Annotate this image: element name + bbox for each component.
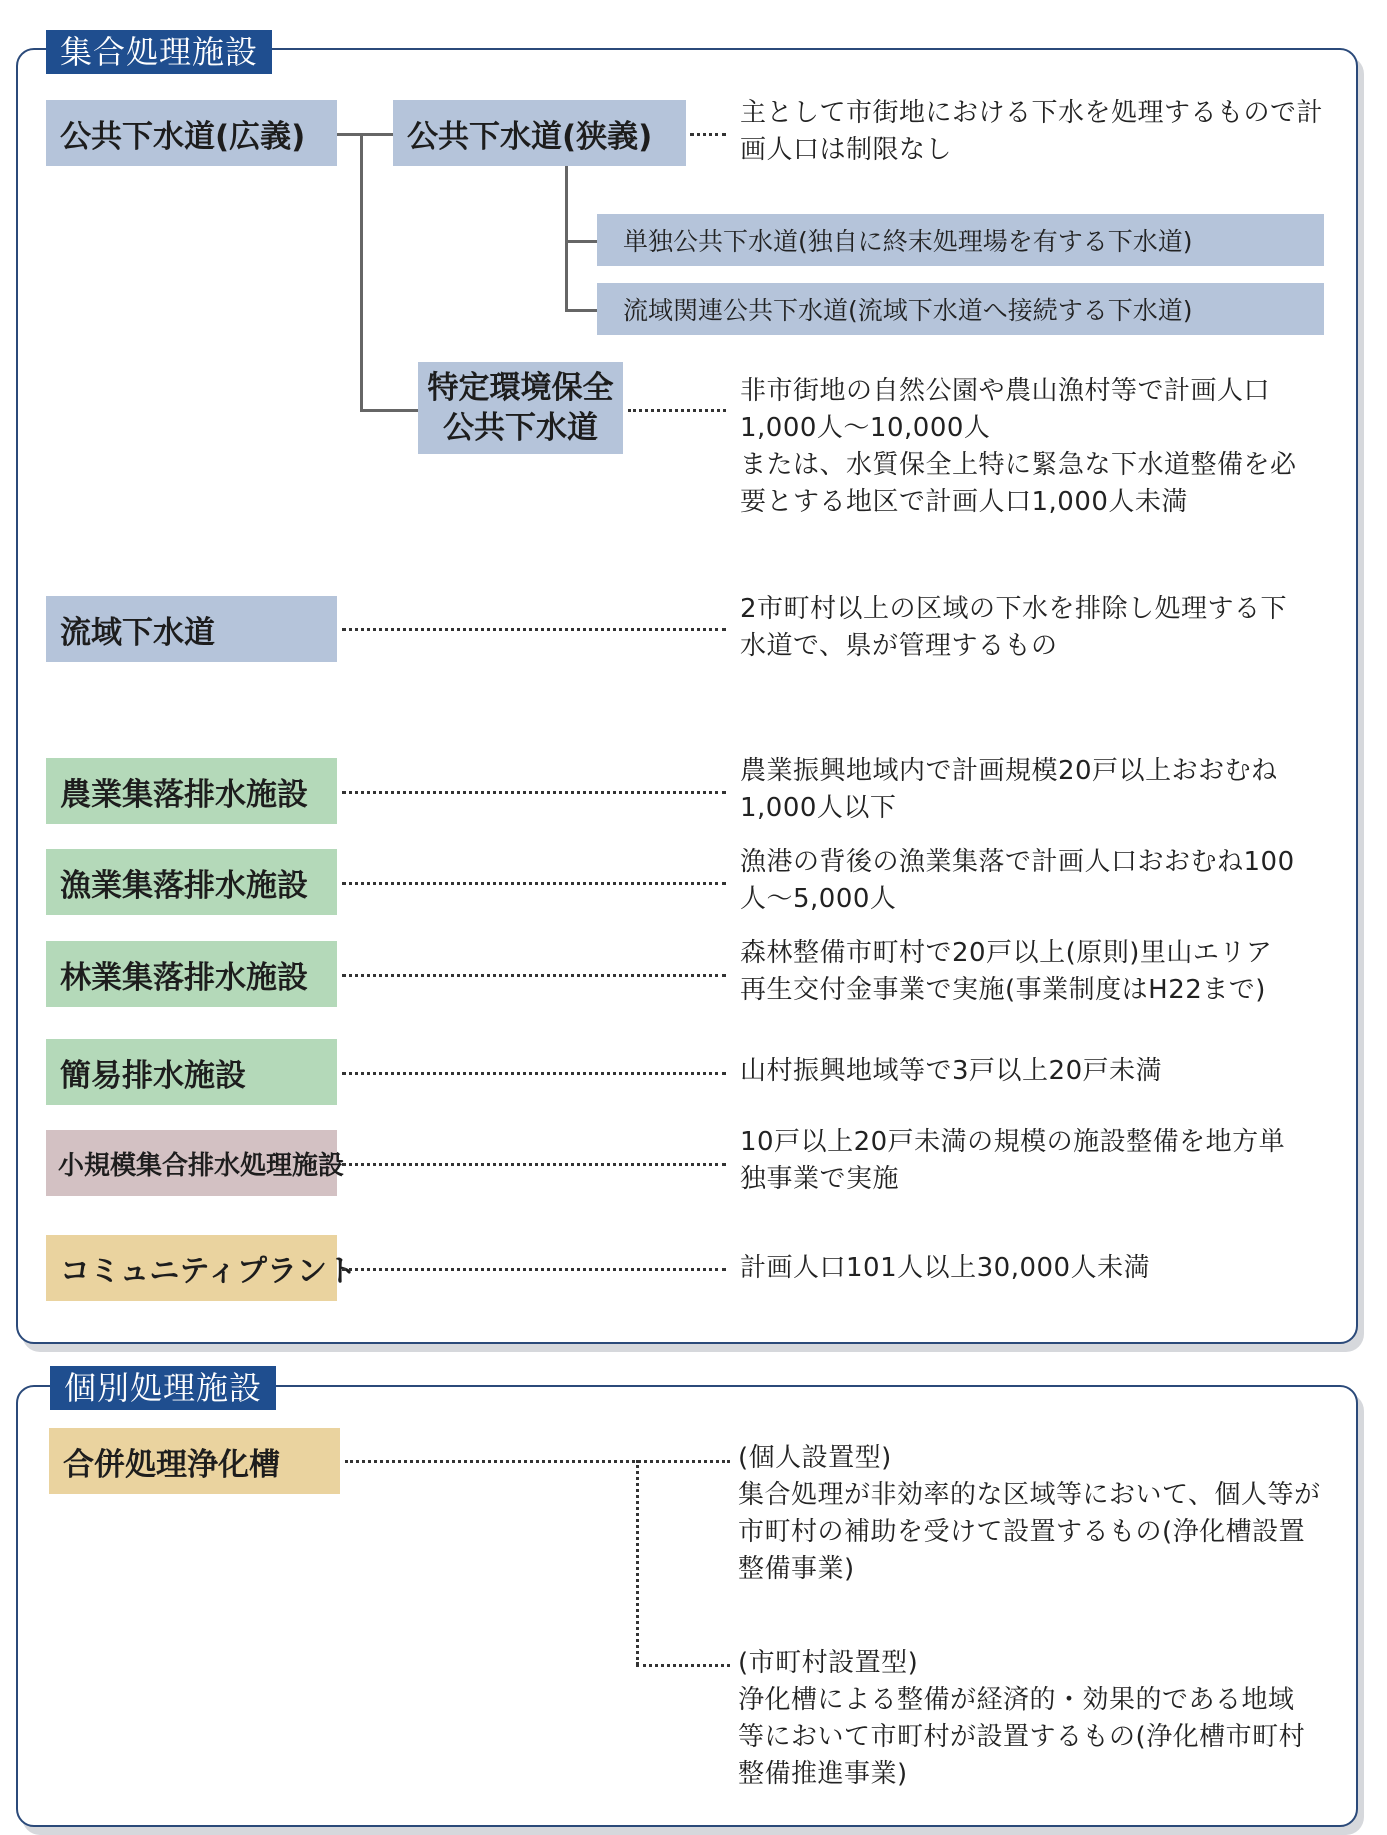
personal-type-desc: (個人設置型) 集合処理が非効率的な区域等において、個人等が 市町村の補助を受けて設置するもの(浄化槽設置 整備事業) <box>738 1443 1321 1584</box>
basin-sewer-box <box>46 596 337 662</box>
public-narrow-dots <box>690 133 726 136</box>
connector-to-specific <box>360 409 418 412</box>
municipal-branch-dots <box>636 1664 730 1667</box>
public-sewer-narrow-label: 公共下水道(狭義) <box>407 118 653 155</box>
public-narrow-desc: 主として市街地における下水を処理するもので計 画人口は制限なし <box>740 98 1324 165</box>
community-plant-box <box>46 1235 357 1301</box>
connector-to-basin-related <box>565 309 597 312</box>
connector-narrow-vertical <box>565 165 568 311</box>
community-plant-label: コミュニティプラント <box>60 1254 357 1289</box>
fishery-drainage-desc: 漁港の背後の漁業集落で計画人口おおむね100 人〜5,000人 <box>740 847 1295 914</box>
fishery-drainage-label: 漁業集落排水施設 <box>60 867 308 904</box>
connector-broad-vertical <box>360 133 363 410</box>
specific-env-line2: 公共下水道 <box>443 410 598 446</box>
forestry-drainage-box <box>46 941 337 1007</box>
small-collective-drainage-label: 小規模集合排水処理施設 <box>58 1150 345 1181</box>
fishery-drainage-dots <box>342 882 726 885</box>
septic-tank-dots <box>345 1460 730 1463</box>
specific-env-sewer-box <box>418 362 623 454</box>
agricultural-drainage-label: 農業集落排水施設 <box>60 776 308 813</box>
forestry-drainage-desc: 森林整備市町村で20戸以上(原則)里山エリア 再生交付金事業で実施(事業制度はH22まで) <box>740 938 1273 1005</box>
community-plant-desc: 計画人口101人以上30,000人未満 <box>740 1253 1151 1283</box>
simple-drainage-box <box>46 1039 337 1105</box>
connector-to-single <box>565 240 597 243</box>
public-sewer-broad-label: 公共下水道(広義) <box>60 118 306 155</box>
municipal-type-desc: (市町村設置型) 浄化槽による整備が経済的・効果的である地域 等において市町村が設置するもの(浄化槽市町村 整備推進事業) <box>738 1648 1306 1789</box>
basin-sewer-desc: 2市町村以上の区域の下水を排除し処理する下 水道で、県が管理するもの <box>740 594 1288 661</box>
small-collective-drainage-box <box>46 1130 345 1196</box>
basin-related-sewer-label: 流域関連公共下水道(流域下水道へ接続する下水道) <box>623 296 1193 325</box>
small-collective-drainage-dots <box>342 1163 726 1166</box>
basin-sewer-dots <box>342 628 726 631</box>
single-public-sewer-label: 単独公共下水道(独自に終末処理場を有する下水道) <box>623 227 1193 256</box>
basin-related-sewer-box <box>597 283 1324 335</box>
public-sewer-broad-box <box>46 100 337 166</box>
single-public-sewer-box <box>597 214 1324 266</box>
simple-drainage-dots <box>342 1072 726 1075</box>
specific-env-line1: 特定環境保全 <box>427 370 614 406</box>
simple-drainage-desc: 山村振興地域等で3戸以上20戸未満 <box>740 1056 1163 1086</box>
fishery-drainage-box <box>46 849 337 915</box>
agricultural-drainage-desc: 農業振興地域内で計画規模20戸以上おおむね 1,000人以下 <box>740 756 1278 823</box>
agricultural-drainage-dots <box>342 791 726 794</box>
septic-tank-label: 合併処理浄化槽 <box>63 1446 280 1483</box>
public-sewer-narrow-box <box>393 100 686 166</box>
specific-env-dots <box>628 409 726 412</box>
agricultural-drainage-box <box>46 758 337 824</box>
basin-sewer-label: 流域下水道 <box>60 614 215 651</box>
forestry-drainage-dots <box>342 974 726 977</box>
small-collective-drainage-desc: 10戸以上20戸未満の規模の施設整備を地方単 独事業で実施 <box>740 1127 1286 1194</box>
individual-section-title: 個別処理施設 <box>50 1366 276 1410</box>
connector-broad-narrow <box>337 133 393 136</box>
simple-drainage-label: 簡易排水施設 <box>60 1057 246 1094</box>
collective-section-title: 集合処理施設 <box>46 30 272 74</box>
specific-env-desc: 非市街地の自然公園や農山漁村等で計画人口 1,000人〜10,000人 または、水質保全上特に緊急な下水道整備を必 要とする地区で計画人口1,000人未満 <box>740 376 1297 517</box>
septic-branch-dots <box>636 1460 639 1665</box>
septic-tank-box <box>49 1428 340 1494</box>
forestry-drainage-label: 林業集落排水施設 <box>60 959 308 996</box>
community-plant-dots <box>342 1268 726 1271</box>
